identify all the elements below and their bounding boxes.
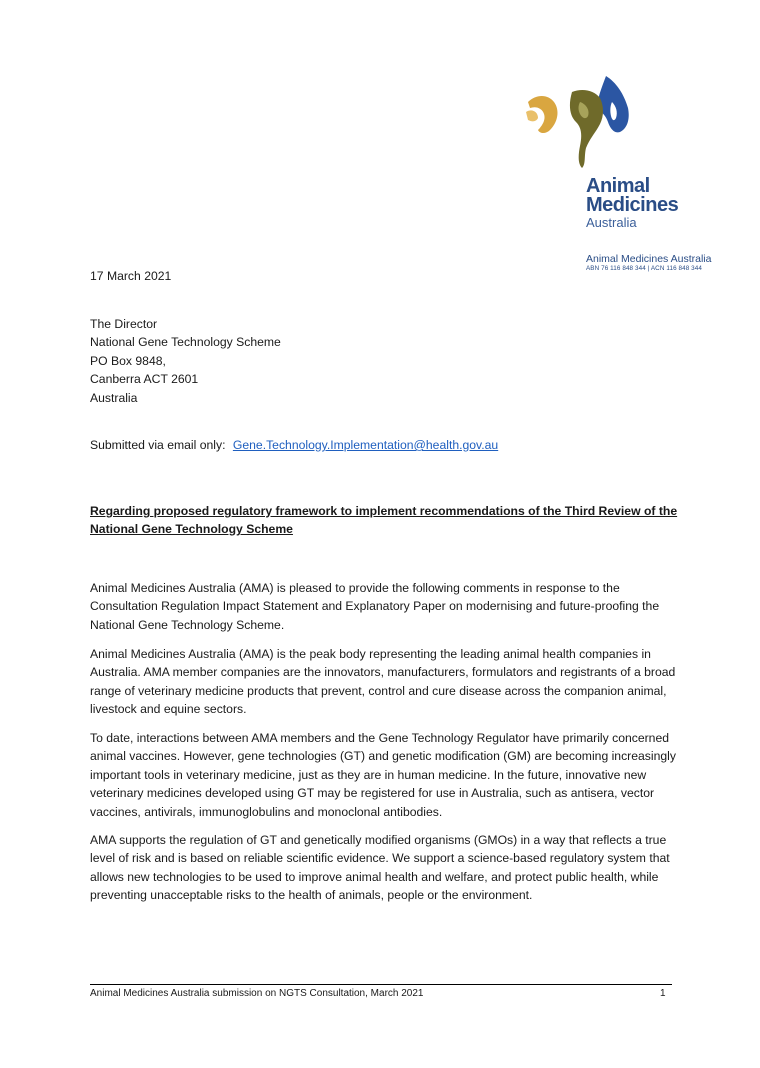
footer-text: Animal Medicines Australia submission on NGTS Consultation, March 2021	[90, 988, 424, 999]
letterhead-org-name: Animal Medicines Australia	[586, 253, 712, 265]
ama-logo-icon	[524, 72, 634, 172]
page-number: 1	[660, 988, 666, 999]
letterhead-abn: ABN 76 116 848 344 | ACN 116 848 344	[586, 265, 702, 272]
body-paragraph: Animal Medicines Australia (AMA) is pleased to provide the following comments in response to the Consultation Regulation Impact Statement and Explanatory Paper on modernising and future-proofing the National Gene Technology Scheme.	[90, 581, 660, 632]
submitted-label: Submitted via email only:	[90, 438, 226, 452]
logo-wordmark-line3: Australia	[586, 215, 637, 230]
footer-divider	[90, 984, 672, 985]
recipient-address	[90, 315, 281, 407]
body-paragraph: Animal Medicines Australia (AMA) is the peak body representing the leading animal health companies in Australia. AMA member companies are the innovators, manufacturers, formulators and registrants of a broad range of veterinary medicine products that prevent, control and cure disease across the companion animal, livestock and equine sectors.	[90, 647, 676, 717]
letter-subject: Regarding proposed regulatory framework to implement recommendations of the Third Review of the National Gene Technology Scheme	[90, 504, 678, 537]
submission-note	[90, 436, 498, 454]
submission-email-link[interactable]: Gene.Technology.Implementation@health.gov.au	[232, 438, 499, 452]
address-line: The Director	[90, 317, 158, 331]
address-line: National Gene Technology Scheme	[90, 335, 281, 350]
body-paragraph: AMA supports the regulation of GT and genetically modified organisms (GMOs) in a way that reflects a true level of risk and is based on reliable scientific evidence. We support a science-based regulatory system that allows new technologies to be used to improve animal health and welfare, and protect public health, while preventing unacceptable risks to the health of animals, people or the environment.	[90, 833, 670, 903]
logo-wordmark-line2: Medicines	[586, 194, 679, 216]
logo-wordmark-line1: Animal	[586, 175, 650, 197]
address-line: Australia	[90, 390, 138, 405]
letter-date: 17 March 2021	[90, 269, 172, 283]
address-line: PO Box 9848,	[90, 353, 166, 368]
body-paragraph: To date, interactions between AMA members and the Gene Technology Regulator have primarily concerned animal vaccines. However, gene technologies (GT) and genetic modification (GM) are becoming increasingly important tools in veterinary medicine, just as they are in human medicine. In the future, innovative new veterinary medicines developed using GT may be registered for use in Australia, such as antisera, vector vaccines, antivirals, immunoglobulins and monoclonal antibodies.	[90, 731, 676, 819]
address-line: Canberra ACT 2601	[90, 372, 199, 387]
